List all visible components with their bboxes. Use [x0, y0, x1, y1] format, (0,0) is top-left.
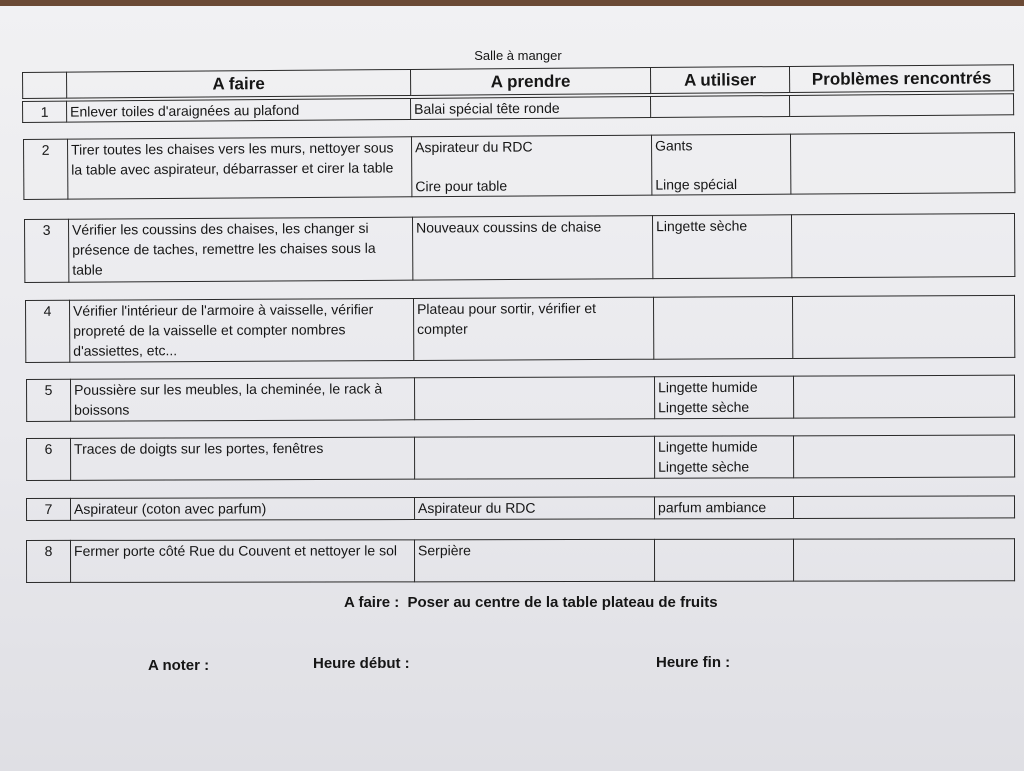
row-utiliser-line-2: Linge spécial	[655, 176, 738, 193]
document-page	[0, 6, 1024, 771]
row-utiliser	[654, 539, 793, 581]
document-title: Salle à manger	[474, 48, 562, 63]
task-row-8	[26, 538, 1015, 583]
row-task: Vérifier les coussins des chaises, les changer si présence de taches, remettre les chaises sous la table	[69, 217, 413, 282]
row-prendre	[414, 377, 654, 420]
row-utiliser-line-1: Gants	[655, 137, 693, 154]
row-prendre: Serpière	[415, 539, 655, 581]
header-a-prendre: A prendre	[410, 68, 650, 96]
row-task: Aspirateur (coton avec parfum)	[71, 497, 415, 520]
row-prendre: Balai spécial tête ronde	[410, 97, 650, 120]
header-a-faire: A faire	[67, 69, 411, 98]
task-row-7	[26, 495, 1015, 521]
header-problemes: Problèmes rencontrés	[789, 65, 1013, 93]
row-number: 5	[27, 379, 71, 421]
footer-a-faire	[344, 594, 718, 611]
row-utiliser-line-1: Lingette humide	[658, 378, 758, 396]
task-row-6	[26, 435, 1015, 481]
header-a-utiliser: A utiliser	[650, 66, 789, 93]
row-problemes	[793, 539, 1014, 581]
footer-heure-debut: Heure début :	[313, 655, 410, 672]
row-prendre-line-2: Cire pour table	[415, 177, 508, 195]
row-number: 8	[27, 540, 71, 582]
row-prendre-line-1: Aspirateur du RDC	[415, 138, 533, 156]
row-task: Poussière sur les meubles, la cheminée, le rack à boissons	[71, 378, 415, 422]
row-task: Traces de doigts sur les portes, fenêtres	[71, 437, 415, 480]
row-task: Fermer porte côté Rue du Couvent et nettoyer le sol	[71, 540, 415, 583]
row-problemes	[793, 435, 1014, 478]
row-number: 6	[27, 438, 71, 480]
row-prendre: Nouveaux coussins de chaise	[412, 216, 652, 280]
row-utiliser: parfum ambiance	[654, 496, 793, 518]
task-row-5	[26, 375, 1015, 422]
row-number: 2	[24, 139, 68, 199]
task-row-3	[24, 213, 1015, 283]
row-task: Vérifier l'intérieur de l'armoire à vaisselle, vérifier propreté de la vaisselle et compter nombres d'assiettes, etc...	[70, 298, 414, 362]
row-number: 3	[25, 219, 69, 282]
task-row-4	[25, 295, 1015, 363]
row-utiliser	[650, 95, 789, 117]
row-utiliser-line-2: Lingette sèche	[658, 458, 750, 475]
task-row-2	[23, 132, 1015, 200]
row-problemes	[790, 133, 1014, 195]
footer-a-faire-label: A faire :	[344, 594, 400, 611]
row-prendre: Plateau pour sortir, vérifier et compter	[413, 297, 653, 360]
footer-heure-fin: Heure fin :	[656, 654, 731, 671]
row-problemes	[793, 496, 1014, 519]
row-utiliser-line-1: Lingette humide	[658, 438, 758, 455]
row-problemes	[792, 295, 1014, 358]
footer-a-noter: A noter :	[148, 657, 210, 674]
row-utiliser	[653, 296, 792, 359]
row-number: 1	[23, 101, 67, 122]
row-prendre	[411, 135, 651, 197]
row-number: 4	[26, 300, 70, 362]
footer-a-faire-text: Poser au centre de la table plateau de fruits	[407, 594, 718, 611]
row-utiliser	[654, 376, 793, 419]
row-utiliser	[651, 134, 790, 195]
row-utiliser: Lingette sèche	[652, 215, 791, 279]
row-utiliser	[654, 436, 793, 478]
row-prendre: Aspirateur du RDC	[414, 497, 654, 520]
row-task: Enlever toiles d'araignées au plafond	[67, 98, 411, 122]
row-prendre	[414, 436, 654, 479]
row-number: 7	[27, 498, 71, 520]
row-problemes	[793, 375, 1014, 418]
row-problemes	[789, 94, 1013, 117]
row-task: Tirer toutes les chaises vers les murs, nettoyer sous la table avec aspirateur, débarrasser et cirer la table	[68, 137, 412, 199]
row-problemes	[791, 213, 1014, 277]
row-utiliser-line-2: Lingette sèche	[658, 398, 750, 416]
header-number-cell	[23, 72, 67, 98]
